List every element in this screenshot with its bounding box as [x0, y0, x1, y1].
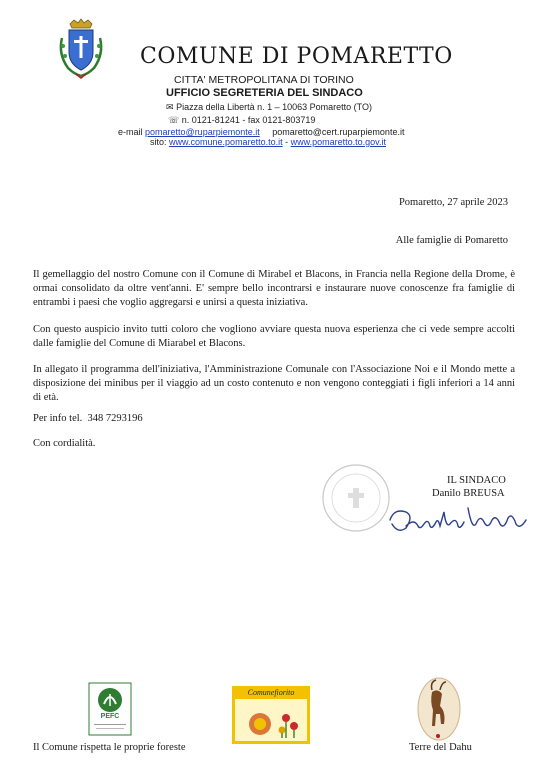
address-line [166, 102, 372, 113]
city-subtitle: CITTA' METROPOLITANA DI TORINO [174, 74, 354, 86]
footer-caption-dahu: Terre del Dahu [409, 742, 472, 753]
letter-recipient: Alle famiglie di Pomaretto [395, 235, 508, 246]
phone-icon: ☏ [168, 115, 180, 125]
office-subtitle: UFFICIO SEGRETERIA DEL SINDACO [166, 87, 363, 99]
signer-name: Danilo BREUSA [432, 488, 505, 499]
phone-line [168, 115, 315, 126]
contact-phone-paragraph: Per info tel. 348 7293196 [33, 413, 143, 424]
site-separator: - [282, 137, 291, 147]
footer-caption-forest: Il Comune rispetta le proprie foreste [33, 742, 186, 753]
letter-date: Pomaretto, 27 aprile 2023 [398, 197, 508, 208]
closing-paragraph: Con cordialità. [33, 438, 96, 449]
phone-text: n. 0121-81241 - fax 0121-803719 [181, 115, 316, 125]
site-link-2[interactable]: www.pomaretto.to.gov.it [290, 137, 386, 147]
municipal-crest-logo [56, 18, 106, 80]
letter-paragraph: In allegato il programma dell'iniziativa, l'Amministrazione Comunale con l'Associazione Noi e il Mondo mette a disposizione dei minibus per il viaggio ad un costo contenuto e non vengono conteggiati i figli inferiori a 14 anni di età. [33, 364, 515, 403]
signer-title: IL SINDACO [447, 475, 506, 486]
site-label: sito: [150, 137, 167, 147]
pec-text: pomaretto@cert.ruparpiemonte.it [272, 127, 405, 137]
pefc-logo [88, 682, 132, 736]
email-line [118, 127, 404, 137]
pefc-logo-text: PEFC [100, 713, 120, 720]
email-link[interactable]: pomaretto@ruparpiemonte.it [145, 127, 260, 137]
envelope-icon: ✉ [166, 102, 174, 112]
letter-paragraph: Con questo auspicio invito tutti coloro che vogliono avviare questa nuova esperienza che ci vede sempre accolti dalle famiglie del Comune di Miarabel et Blacons. [33, 324, 515, 349]
comune-fiorito-logo-text: Comunefiorito [247, 688, 295, 697]
site-line [150, 137, 386, 147]
page-title: COMUNE DI POMARETTO [140, 44, 453, 69]
site-link-1[interactable]: www.comune.pomaretto.to.it [169, 137, 283, 147]
municipal-stamp [320, 462, 392, 534]
email-label: e-mail [118, 127, 143, 137]
terre-del-dahu-logo [416, 676, 462, 742]
address-text: Piazza della Libertà n. 1 – 10063 Pomaretto (TO) [176, 102, 373, 112]
handwritten-signature [384, 500, 534, 540]
letter-paragraph: Il gemellaggio del nostro Comune con il Comune di Mirabel et Blacons, in Francia nella Regione della Drome, è ormai consolidato da oltre vent'anni. E' sempre bello incontrarsi e instaurare nuove conoscenze fra famiglie di entrambi i paesi che voglio aggregarsi e unirsi a questa iniziativa. [33, 269, 515, 308]
